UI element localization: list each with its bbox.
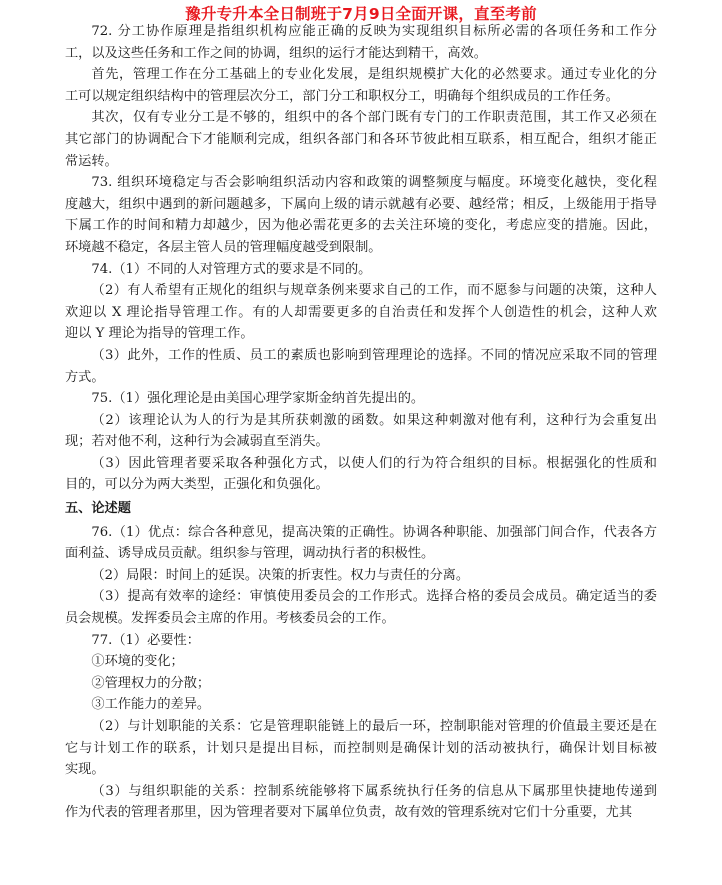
text-line: 现；若对他不利，这种行为会减弱直至消失。	[65, 434, 329, 450]
text-line: 方式。	[65, 369, 105, 385]
paragraph-p74a	[65, 259, 657, 281]
paragraph-p74c	[65, 345, 657, 388]
document-body	[65, 21, 657, 824]
text-line: （2）该理论认为人的行为是其所获刺激的函数。如果这种刺激对他有利，这种行为会重复出	[91, 412, 657, 428]
text-line: （3）因此管理者要采取各种强化方式，以使人们的行为符合组织的目标。根据强化的性质和	[91, 455, 657, 471]
paragraph-p77f	[65, 781, 657, 824]
text-line: 75.（1）强化理论是由美国心理学家斯金纳首先提出的。	[91, 391, 425, 407]
text-line: 欢迎以 X 理论指导管理工作。有的人却需要更多的自治责任和发挥个人创造性的机会，这种人欢	[65, 304, 657, 320]
text-line: （2）局限：时间上的延误。决策的折衷性。权力与责任的分离。	[91, 567, 470, 583]
text-line: 其它部门的协调配合下才能顺利完成，组织各部门和各环节彼此相互联系，相互配合，组织才能正	[65, 131, 657, 147]
text-line: 工，以及这些任务和工作之间的协调，组织的运行才能达到精干，高效。	[65, 45, 487, 61]
text-line: 它与计划工作的联系，计划只是提出目标，而控制则是确保计划的活动被执行，确保计划目标被	[65, 740, 657, 756]
text-line: 迎以 Y 理论为指导的管理工作。	[65, 326, 254, 342]
paragraph-p77d	[65, 694, 657, 716]
paragraph-p76c	[65, 586, 657, 629]
text-line: ②管理权力的分散；	[91, 675, 211, 691]
paragraph-p76a	[65, 522, 657, 565]
text-line: 度越大，组织中遇到的新问题越多，下属向上级的请示就越有必要、越经常；相反，上级能用于指导	[65, 196, 657, 212]
text-line: 环境越不稳定，各层主管人员的管理幅度越受到限制。	[65, 239, 382, 255]
text-line: 员会规模。发挥委员会主席的作用。考核委员会的工作。	[65, 611, 395, 627]
text-line: 74.（1）不同的人对管理方式的要求是不同的。	[91, 261, 372, 277]
paragraph-p73	[65, 172, 657, 258]
text-line: 实现。	[65, 762, 105, 778]
paragraph-p77a	[65, 630, 657, 652]
answer-group-1	[65, 21, 657, 496]
text-line: 首先，管理工作在分工基础上的专业化发展，是组织规模扩大化的必然要求。通过专业化的分	[91, 67, 657, 83]
text-line: 73. 组织环境稳定与否会影响组织活动内容和政策的调整频度与幅度。环境变化越快，变化程	[91, 175, 657, 191]
text-line: 作为代表的管理者那里，因为管理者要对下属单位负责，故有效的管理系统对它们十分重要，尤其	[65, 805, 633, 821]
paragraph-p77b	[65, 651, 657, 673]
text-line: ③工作能力的差异。	[91, 697, 211, 713]
paragraph-p77e	[65, 716, 657, 781]
text-line: 工可以规定组织结构中的管理层次分工，部门分工和职权分工，明确每个组织成员的工作任务。	[65, 88, 619, 104]
promo-banner: 豫升专升本全日制班于7月9日全面开课，直至考前	[185, 5, 537, 23]
paragraph-p77c	[65, 673, 657, 695]
text-line: 目的，可以分为两大类型，正强化和负强化。	[65, 477, 329, 493]
text-line: 面利益、诱导成员贡献。组织参与管理，调动执行者的积极性。	[65, 546, 435, 562]
text-line: （3）提高有效率的途经：审慎使用委员会的工作形式。选择合格的委员会成员。确定适当的委	[91, 589, 657, 605]
paragraph-p72c	[65, 107, 657, 172]
paragraph-p75a	[65, 388, 657, 410]
text-line: 下属工作的时间和精力却越少，因为他必需花更多的去关注环境的变化，考虑应变的措施。因此，	[65, 218, 657, 234]
text-line: （2）与计划职能的关系：它是管理职能链上的最后一环，控制职能对管理的价值最主要还是在	[91, 719, 657, 734]
text-line: （2）有人希望有正规化的组织与规章条例来要求自己的工作，而不愿参与问题的决策，这种人	[91, 283, 657, 299]
text-line: （3）与组织职能的关系：控制系统能够将下属系统执行任务的信息从下属那里快捷地传递到	[91, 783, 657, 799]
text-line: 77.（1）必要性：	[91, 632, 200, 648]
text-line: 76.（1）优点：综合各种意见，提高决策的正确性。协调各种职能、加强部门间合作，代表各方	[91, 524, 657, 540]
text-line: 常运转。	[65, 153, 118, 169]
text-line: 其次，仅有专业分工是不够的，组织中的各个部门既有专门的工作职责范围，其工作又必须在	[91, 110, 657, 126]
paragraph-p74b	[65, 280, 657, 345]
paragraph-p72b	[65, 64, 657, 107]
section-heading: 五、论述题	[65, 501, 131, 517]
answer-group-2	[65, 522, 657, 824]
paragraph-p75b	[65, 410, 657, 453]
paragraph-p76b	[65, 565, 657, 587]
text-line: 72. 分工协作原理是指组织机构应能正确的反映为实现组织目标所必需的各项任务和工作分	[91, 24, 657, 39]
paragraph-p75c	[65, 453, 657, 496]
paragraph-p72a	[65, 21, 657, 64]
text-line: ①环境的变化；	[91, 654, 184, 670]
text-line: （3）此外，工作的性质、员工的素质也影响到管理理论的选择。不同的情况应采取不同的管理	[91, 347, 657, 363]
